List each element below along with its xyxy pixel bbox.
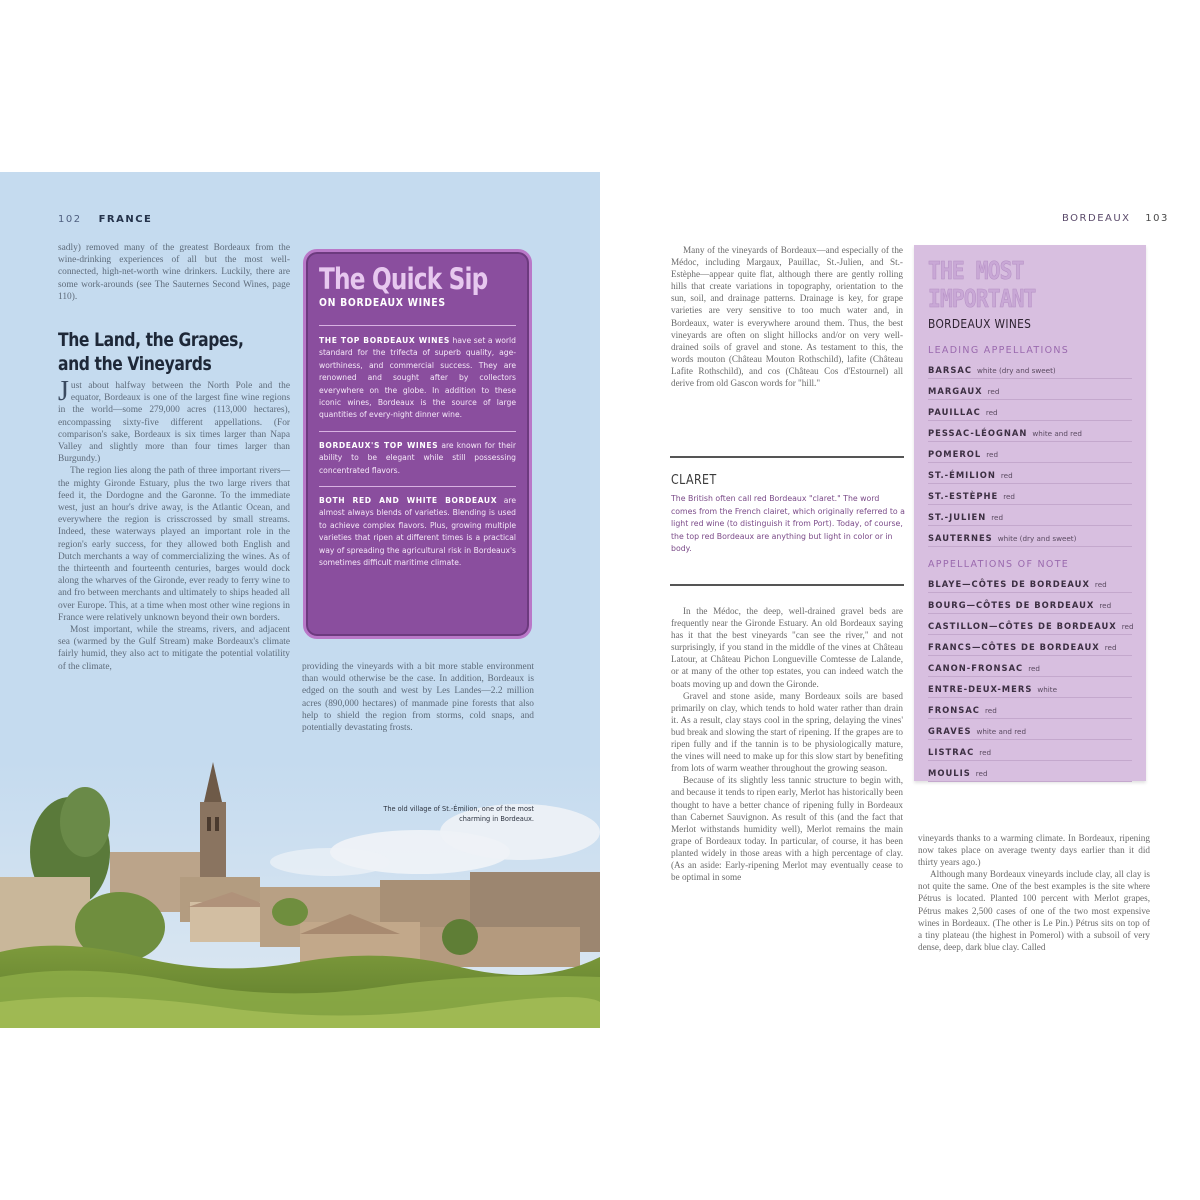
appellation-name: GRAVES xyxy=(928,726,972,736)
page-header-right xyxy=(1062,213,1169,224)
left-page xyxy=(0,172,600,1028)
appellation-row xyxy=(928,463,1132,484)
appellation-name: FRANCS—CÔTES DE BORDEAUX xyxy=(928,642,1100,652)
appellation-row xyxy=(928,635,1132,656)
body-paragraph: The region lies along the path of three important rivers—the mighty Gironde Estuary, plus the two large rivers that feed it, the Dordogne and the Garonne. To the immediate west, just an hour's drive away, is the Atlantic Ocean, and everywhere the region is crisscrossed by small streams. Indeed, these waterways played an important role in the region's early success, for they allowed both English and Dutch merchants a way of commercializing the wines. As of the thirteenth and fourteenth centuries, barges would dock along the wharves of the Gironde, ever ready to ferry wine to and fro between merchants and ultimately to ships headed all over Europe. This, at a time when most other wine regions in France were relatively unknown beyond their own borders. xyxy=(58,466,290,623)
quick-sip-title: The Quick Sip xyxy=(319,262,488,296)
appellation-name: LISTRAC xyxy=(928,747,975,757)
wine-type: red xyxy=(986,450,998,459)
appellation-name: ST.-ESTÈPHE xyxy=(928,491,999,501)
wine-type: red xyxy=(975,769,988,778)
wine-type: white (dry and sweet) xyxy=(976,366,1056,375)
leading-appellations-label: LEADING APPELLATIONS xyxy=(928,345,1070,356)
appellation-name: BOURG—CÔTES DE BORDEAUX xyxy=(928,600,1095,610)
quick-sip-point: BOTH RED AND WHITE BORDEAUX are almost always blends of varieties. Blending is used to achieve complex flavors. Plus, growing multiple varieties that ripen at different times is a practical way of spreading the agricultural risk in Bordeaux's sometimes difficult maritime climate. xyxy=(319,496,516,568)
appellation-name: POMEROL xyxy=(928,449,982,459)
appellation-name: FRONSAC xyxy=(928,705,980,715)
drop-cap: J xyxy=(58,376,69,407)
appellation-row xyxy=(928,740,1132,761)
wine-type: white (dry and sweet) xyxy=(997,534,1077,543)
claret-bottom-rule xyxy=(670,584,904,586)
photo-st-emilion xyxy=(0,762,600,1028)
leading-appellations-list xyxy=(928,358,1132,547)
body-paragraph: In the Médoc, the deep, well-drained gravel beds are frequently near the Gironde Estuary. An old Bordeaux saying has it that the best vineyards "can see the river," and not surprisingly, if you stand in the middle of the vines at Château Latour, at Château Pichon Longueville Comtesse de Lalande, or at many of the other top estates, you can indeed watch the boats moving up and down the Gironde. xyxy=(671,606,903,689)
wine-type: red xyxy=(1099,601,1112,610)
page-number: 102 xyxy=(58,214,82,225)
divider xyxy=(319,486,516,487)
most-important-wines-sidebar xyxy=(914,245,1146,781)
wine-type: red xyxy=(1003,492,1015,501)
appellation-row xyxy=(928,572,1132,593)
photo-caption: The old village of St.-Émilion, one of the most charming in Bordeaux. xyxy=(383,805,534,823)
appellations-of-note-list xyxy=(928,572,1132,782)
appellation-row xyxy=(928,379,1132,400)
appellation-row xyxy=(928,677,1132,698)
appellation-row xyxy=(928,593,1132,614)
appellation-row xyxy=(928,442,1132,463)
section-heading: The Land, the Grapes, and the Vineyards xyxy=(58,329,244,375)
body-paragraph: Because of its slightly less tannic structure to begin with, and because it tends to ripen early, Merlot has historically been thought to have a better chance of ripening fully in Bordeaux than Cabernet Sauvignon. As result of this (and the fact that Merlot withstands humidity well), Merlot remains the main grape of Bordeaux today. In particular, of course, it has been planted widely in those areas with a high percentage of clay. (As an aside: Early-ripening Merlot may eventually cease to be optimal in some xyxy=(671,775,903,883)
body-paragraph: Gravel and stone aside, many Bordeaux soils are based primarily on clay, which tends to hold water rather than drain it. As a result, clay stays cool in the spring, delaying the vines' bud break and slowing the start of ripening. If the grapes are to ripen fully and if the tannin is to be physiologically mature, the vines will need to make up for this slow start by benefiting from lots of warm weather throughout the growing season. xyxy=(671,690,903,774)
quick-sip-subtitle: ON BORDEAUX WINES xyxy=(319,296,446,309)
appellation-name: ST.-JULIEN xyxy=(928,512,987,522)
quick-sip-point: BORDEAUX'S TOP WINES are known for their ability to be elegant while still possessing concentrated flavors. xyxy=(319,440,517,475)
sidebar-title-line-2: IMPORTANT xyxy=(928,284,1036,313)
appellation-name: ST.-ÉMILION xyxy=(928,470,996,480)
appellation-row xyxy=(928,400,1132,421)
appellation-row xyxy=(928,761,1132,782)
claret-text: The British often call red Bordeaux "claret." The word comes from the French clairet, which originally referred to a light red wine (to distinguish it from Port). Today, of course, the top red Bordeaux are anything but light in color or in body. xyxy=(671,494,905,554)
appellation-row xyxy=(928,526,1132,547)
claret-heading: CLARET xyxy=(671,473,717,488)
wine-type: red xyxy=(1104,643,1117,652)
sidebar-subtitle: BORDEAUX WINES xyxy=(928,316,1032,331)
appellation-name: BLAYE—CÔTES DE BORDEAUX xyxy=(928,579,1090,589)
divider xyxy=(319,431,516,432)
wine-type: red xyxy=(1121,622,1134,631)
page-header-left xyxy=(58,214,152,225)
village-photo-illustration xyxy=(0,762,600,1028)
wine-type: red xyxy=(984,706,997,715)
body-column-1-bottom xyxy=(671,605,903,883)
appellations-of-note-label: APPELLATIONS OF NOTE xyxy=(928,559,1070,570)
appellation-name: CASTILLON—CÔTES DE BORDEAUX xyxy=(928,621,1117,631)
appellation-row xyxy=(928,614,1132,635)
appellation-name: ENTRE-DEUX-MERS xyxy=(928,684,1033,694)
body-column-2-bottom xyxy=(918,832,1150,953)
appellation-name: PAUILLAC xyxy=(928,407,981,417)
wine-type: red xyxy=(1000,471,1013,480)
body-paragraph: Although many Bordeaux vineyards include clay, all clay is not quite the same. One of the best examples is the site where Pétrus is located. Planted 100 percent with Merlot grapes, Pétrus makes 2,500 cases of one of the two most expensive wines in Bordeaux. (The other is Le Pin.) Pétrus sits on top of a tiny plateau (the highest in Pomerol) with a subsoil of very dense, deep, dark blue clay. Called xyxy=(918,869,1150,952)
appellation-row xyxy=(928,358,1132,379)
page-number: 103 xyxy=(1145,213,1169,224)
wine-type: red xyxy=(1094,580,1107,589)
quick-sip-point: THE TOP BORDEAUX WINES have set a world standard for the trifecta of superb quality, age-worthiness, and commercial success. They are renowned and sought after by collectors everywhere on the globe. In addition to these iconic wines, Bordeaux is the source of large quantities of every-night dinner wine. xyxy=(319,336,516,420)
wine-type: red xyxy=(985,408,998,417)
appellation-name: BARSAC xyxy=(928,365,972,375)
wine-type: red xyxy=(991,513,1004,522)
wine-type: white and red xyxy=(1032,429,1082,438)
wine-type: white xyxy=(1037,685,1058,694)
intro-paragraph: sadly) removed many of the greatest Bordeaux from the wine-drinking experiences of all but the most well-connected, high-net-worth wine drinkers. Luckily, there are some work-arounds (see The Sauternes Second Wines, page 110). xyxy=(58,243,290,302)
body-paragraph: Most important, while the streams, rivers, and adjacent sea (warmed by the Gulf Stream) make Bordeaux's climate fairly humid, they also act to mitigate the potential volatility of the climate, xyxy=(58,625,290,672)
appellation-name: MOULIS xyxy=(928,768,971,778)
appellation-name: SAUTERNES xyxy=(928,533,993,543)
appellation-name: PESSAC-LÉOGNAN xyxy=(928,428,1028,438)
body-column-1-top: Many of the vineyards of Bordeaux—and especially of the Médoc, including Margaux, Pauillac, St.-Julien, and St.-Estèphe—appear quite flat, although there are gently rolling hills that create variations in topography, orientation to the sun, soil, and drainage patterns. Drainage is key, for grape varieties are very sensitive to too much water and, in Bordeaux, water is everywhere around them. Thus, the best vineyards are often on slight hillocks and/or on very well-drained soils of gravel and stone. As testament to this, the words mouton (Château Mouton Rothschild), lafite (Château Lafite Rothschild), and cos (Château Cos d'Estournel) all derive from old Gascon words for "hill." xyxy=(671,245,903,389)
appellation-row xyxy=(928,698,1132,719)
appellation-name: MARGAUX xyxy=(928,386,983,396)
quick-sip-sidebar xyxy=(303,249,532,639)
sidebar-title-line-1: THE MOST xyxy=(928,256,1024,285)
claret-top-rule xyxy=(670,456,904,458)
appellation-row xyxy=(928,719,1132,740)
body-paragraph: Just about halfway between the North Pole and the equator, Bordeaux is one of the largest fine wine regions in the world—some 279,000 acres (113,000 hectares), encompassing sixty-five different appellations. (For comparison's sake, Bordeaux is six times larger than Napa Valley and slightly more than four times larger than Burgundy.) xyxy=(58,376,290,465)
body-column-1 xyxy=(58,376,290,673)
wine-type: red xyxy=(979,748,992,757)
body-paragraph: vineyards thanks to a warming climate. In Bordeaux, ripening now takes place on average twenty days earlier than it did thirty years ago.) xyxy=(918,833,1150,868)
divider xyxy=(319,325,516,326)
chapter-title: BORDEAUX xyxy=(1062,213,1131,224)
wine-type: white and red xyxy=(976,727,1027,736)
wine-type: red xyxy=(987,387,1000,396)
appellation-row xyxy=(928,421,1132,442)
appellation-row xyxy=(928,505,1132,526)
wine-type: red xyxy=(1028,664,1040,673)
appellation-row xyxy=(928,484,1132,505)
body-column-2: providing the vineyards with a bit more stable environment than would otherwise be the case. In addition, Bordeaux is edged on the south and west by Les Landes—2.2 million acres (890,000 hectares) of manmade pine forests that also help to shield the region from storms, cold snaps, and potentially devastating frosts. xyxy=(302,662,534,734)
appellation-row xyxy=(928,656,1132,677)
appellation-name: CANON-FRONSAC xyxy=(928,663,1024,673)
chapter-title: FRANCE xyxy=(98,214,153,225)
